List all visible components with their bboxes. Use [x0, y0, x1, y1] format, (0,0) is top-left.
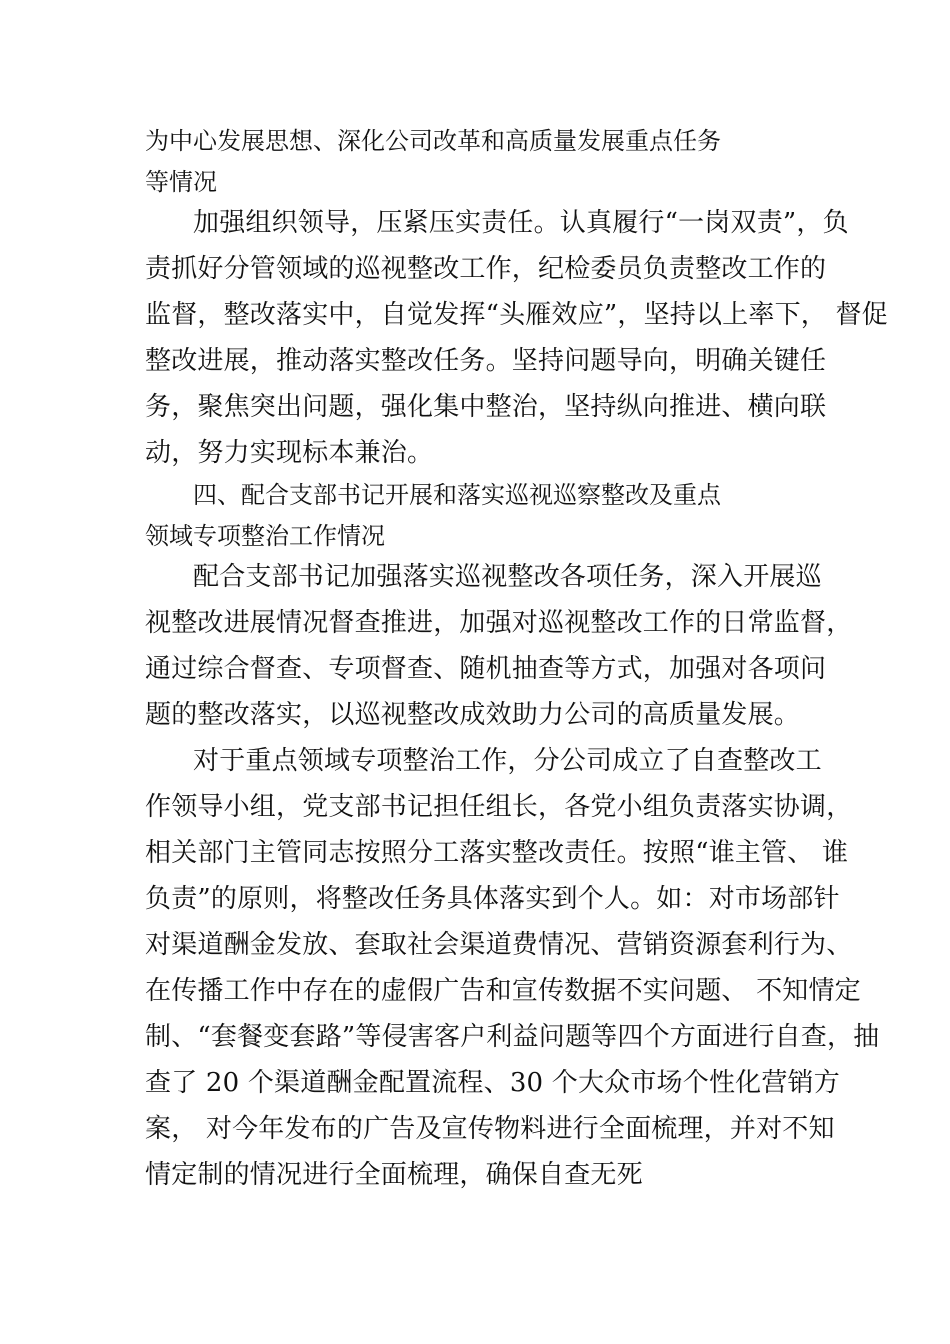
- paragraph-1-line-2: 责抓好分管领域的巡视整改工作，纪检委员负责整改工作的: [145, 254, 827, 284]
- paragraph-2-line-2: 视整改进展情况督查推进，加强对巡视整改工作的日常监督，: [145, 608, 853, 638]
- paragraph-3-line-5: 对渠道酬金发放、套取社会渠道费情况、营销资源套利行为、: [145, 930, 853, 960]
- paragraph-2-line-4: 题的整改落实，以巡视整改成效助力公司的高质量发展。: [145, 700, 801, 730]
- paragraph-3-line-2: 作领导小组，党支部书记担任组长，各党小组负责落实协调，: [145, 792, 853, 822]
- paragraph-3-line-1: 对于重点领域专项整治工作，分公司成立了自查整改工: [193, 746, 822, 776]
- paragraph-1-line-4: 整改进展，推动落实整改任务。坚持问题导向，明确关键任: [145, 346, 827, 376]
- paragraph-3-line-7: 制、“套餐变套路”等侵害客户利益问题等四个方面进行自查，抽: [145, 1022, 880, 1052]
- paragraph-1-line-5: 务，聚焦突出问题，强化集中整治，坚持纵向推进、横向联: [145, 392, 827, 422]
- paragraph-1-line-6: 动，努力实现标本兼治。: [145, 438, 434, 468]
- paragraph-3-line-6: 在传播工作中存在的虚假广告和宣传数据不实问题、 不知情定: [145, 976, 861, 1006]
- paragraph-3-line-3: 相关部门主管同志按照分工落实整改责任。按照“谁主管、 谁: [145, 838, 849, 868]
- paragraph-2-line-1: 配合支部书记加强落实巡视整改各项任务，深入开展巡: [193, 562, 822, 592]
- paragraph-3-line-9: 案， 对今年发布的广告及宣传物料进行全面梳理，并对不知: [145, 1114, 835, 1144]
- paragraph-3-line-8: 查了 20 个渠道酬金配置流程、30 个大众市场个性化营销方: [145, 1068, 840, 1098]
- section-heading-line-2: 领域专项整治工作情况: [145, 522, 385, 550]
- paragraph-3-line-4: 负责”的原则，将整改任务具体落实到个人。如：对市场部针: [145, 884, 840, 914]
- paragraph-1-line-3: 监督，整改落实中，自觉发挥“头雁效应”，坚持以上率下， 督促: [145, 300, 888, 330]
- heading-line-2: 等情况: [145, 168, 217, 196]
- paragraph-1-line-1: 加强组织领导，压紧压实责任。认真履行“一岗双责”，负: [193, 208, 849, 238]
- paragraph-3-line-10: 情定制的情况进行全面梳理，确保自查无死: [145, 1160, 643, 1190]
- heading-line-1: 为中心发展思想、深化公司改革和高质量发展重点任务: [145, 127, 721, 155]
- section-heading-line-1: 四、配合支部书记开展和落实巡视巡察整改及重点: [193, 481, 721, 509]
- paragraph-2-line-3: 通过综合督查、专项督查、随机抽查等方式，加强对各项问: [145, 654, 827, 684]
